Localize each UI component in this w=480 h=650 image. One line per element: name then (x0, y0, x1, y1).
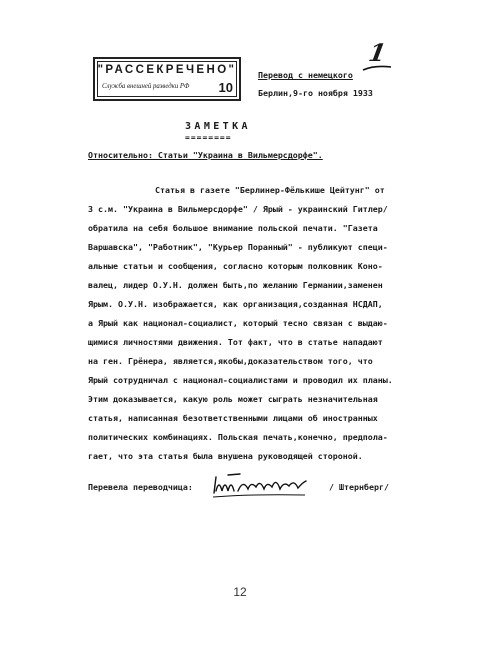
body-line: щимися личностями движения. Тот факт, что в статье нападают (88, 337, 383, 347)
body-line: статья, написанная безответственными лицами об иностранных (88, 413, 378, 423)
page-number: 12 (233, 585, 247, 599)
body-line: альные статьи и сообщения, согласно которым полковник Коно- (88, 261, 383, 271)
declassified-stamp (93, 57, 241, 101)
translation-label: Перевод с немецкого (258, 70, 353, 80)
body-line: Ярым. О.У.Н. изображается, как организация,созданная НСДАП, (88, 299, 383, 309)
body-line: валец, лидер О.У.Н. должен быть,по желанию Германии,заменен (88, 280, 383, 290)
title-underline: ======== (185, 133, 232, 142)
body-line: Ярый сотрудничал с национал-социалистами и проводил их планы. (88, 375, 393, 385)
body-line: обратила на себя большое внимание польской печати. "Газета (88, 223, 378, 233)
document-title: ЗАМЕТКА (185, 121, 251, 132)
handwritten-page-mark: 1 (366, 38, 389, 67)
page-mark-underline (362, 64, 392, 72)
body-line: политических комбинациях. Польская печать,конечно, предпола- (88, 432, 388, 442)
stamp-number: 10 (218, 80, 233, 95)
body-line: на ген. Грёнера, является,якобы,доказательством того, что (88, 356, 373, 366)
stamp-title: "РАССЕКРЕЧЕНО" (97, 64, 237, 76)
stamp-subtitle: Служба внешней разведки РФ (102, 83, 190, 90)
translator-label: Перевела переводчица: (88, 482, 193, 492)
handwritten-signature (210, 467, 310, 501)
body-line: 3 с.м. "Украина в Вильмерсдорфе" / Ярый - украинский Гитлер/ (88, 204, 388, 214)
body-line: гает, что эта статья была внушена руководящей стороной. (88, 451, 363, 461)
body-line: Варшавска", "Работник", "Курьер Поранный" - публикуют специ- (88, 242, 388, 252)
body-line: а Ярый как национал-социалист, который тесно связан с выдаю- (88, 318, 388, 328)
translator-name: / Штернберг/ (329, 482, 389, 492)
body-line: Статья в газете "Берлинер-Фёлькише Цейтунг" от (155, 185, 385, 195)
place-date: Берлин,9-го ноября 1933 (258, 88, 373, 98)
subject-line: Относительно: Статьи "Украина в Вильмерсдорфе". (88, 150, 323, 160)
body-line: Этим доказывается, какую роль может сыграть незначительная (88, 394, 378, 404)
